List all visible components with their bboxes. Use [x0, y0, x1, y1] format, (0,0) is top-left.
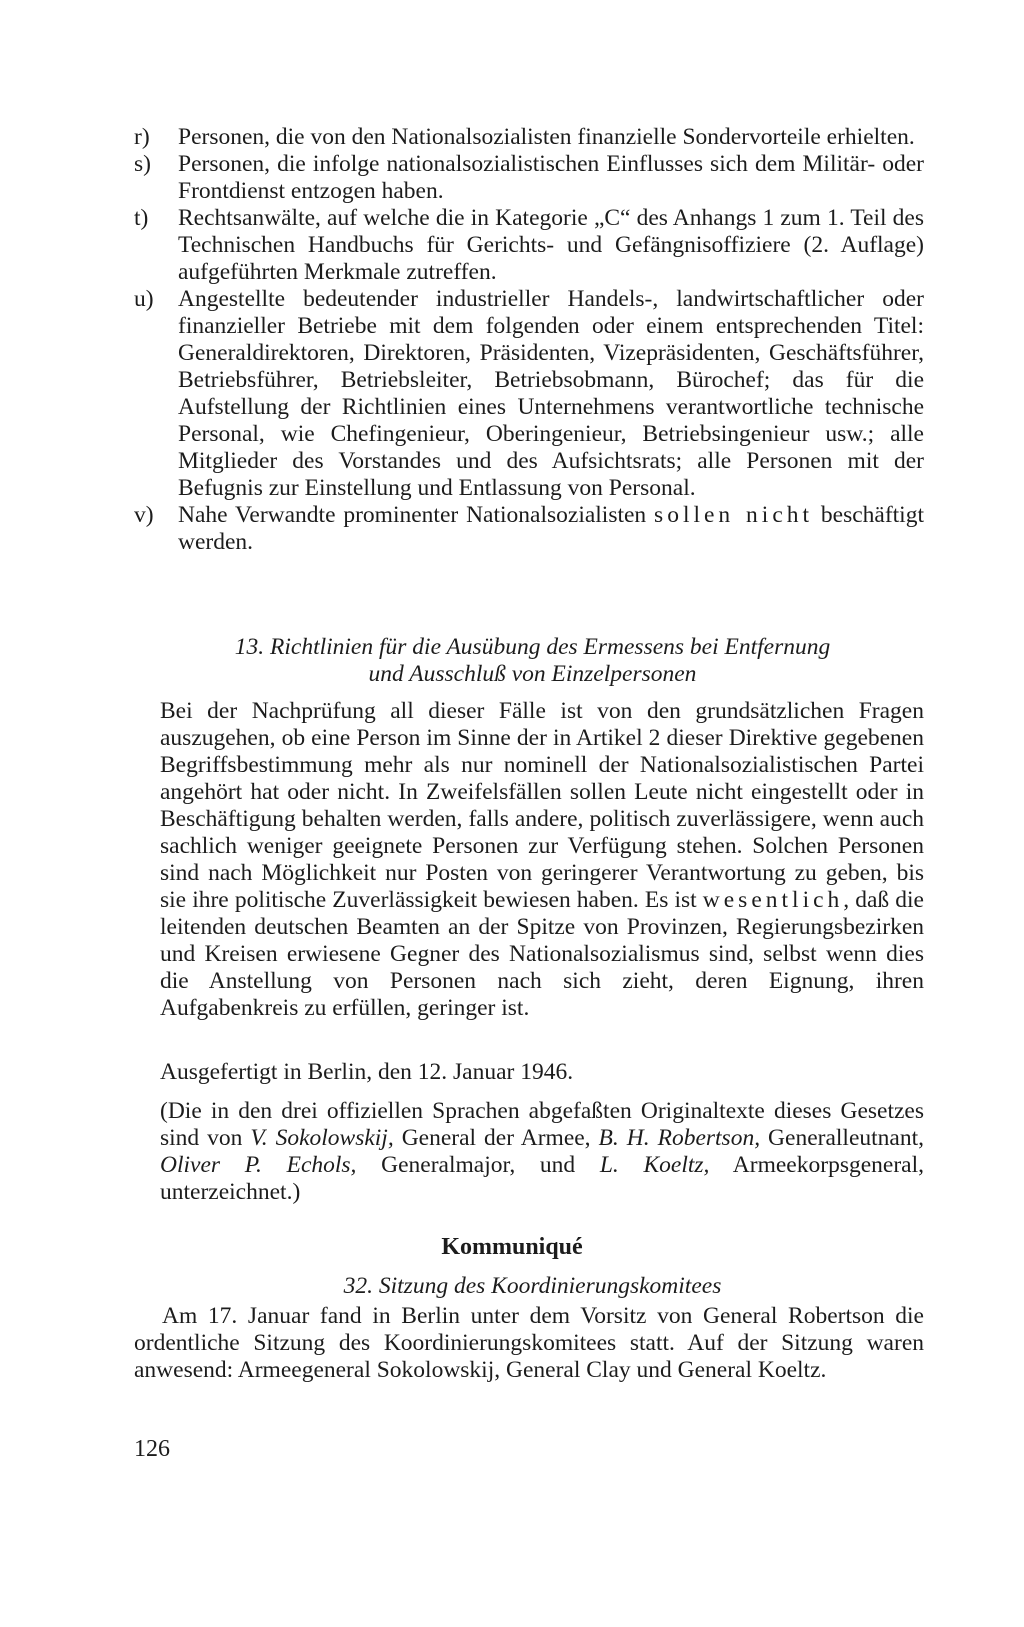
list-marker: u): [134, 286, 154, 312]
signatories-text: Generalleutnant,: [760, 1125, 924, 1151]
signatories-text: General der Armee,: [393, 1125, 599, 1151]
list-item-emphasis: sollen nicht: [654, 502, 814, 528]
list-marker: s): [134, 151, 151, 177]
section-13-title: [160, 634, 905, 688]
signatories-text: Armeekorpsgeneral, unterzeichnet.): [160, 1152, 924, 1205]
signatories-text: Generalmajor, und: [356, 1152, 600, 1178]
list-item-text: Angestellte bedeutender industrieller Handels-, landwirtschaftlicher oder finanzieller Betriebe mit dem folgenden oder einem entsprechenden Titel: Generaldirektoren, Direktoren, Präsidenten, Vizepräsidenten, Geschäftsführer, Betriebsführer, Betriebsleiter, Betriebsobmann, Bürochef; das für die Aufstellung der Richtlinien eines Unternehmens verantwortliche technische Personal, wie Chefingenieur, Oberingenieur, Betriebsingenieur usw.; alle Mitglieder des Vorstandes und des Aufsichtsrats; alle Personen mit der Befugnis zur Einstellung und Entlassung von Personal.: [178, 286, 924, 501]
section-13-title-line1: 13. Richtlinien für die Ausübung des Ermessens bei Entfernung: [234, 634, 831, 660]
signatory-name: L. Koeltz,: [599, 1152, 710, 1178]
list-item: [134, 151, 924, 205]
list-item-text-after: beschäftigt werden.: [178, 502, 924, 555]
list-item-text-before: Nahe Verwandte prominenter Nationalsozialisten: [178, 502, 655, 528]
signatory-name: Oliver P. Echols,: [160, 1152, 357, 1178]
section-13-body-after: , daß die leitenden deutschen Beamten an der Spitze von Provinzen, Regierungsbezirken und Kreisen erwiesene Gegner des Nationalsozialismus sind, selbst wenn dies die Anstellung von Personen nach sich zieht, deren Eignung, ihren Aufgabenkreis zu erfüllen, geringer ist.: [160, 887, 924, 1021]
communique-body: Am 17. Januar fand in Berlin unter dem Vorsitz von General Robertson die ordentliche Sitzung des Koordinierungskomitees statt. Auf der Sitzung waren anwesend: Armeegeneral Sokolowskij, General Clay und General Koeltz.: [134, 1303, 924, 1383]
list-marker: v): [134, 502, 154, 528]
section-13-emphasis: wesentlich: [702, 887, 844, 913]
list-item-text: Personen, die von den Nationalsozialisten finanzielle Sondervorteile erhielten.: [178, 124, 915, 150]
communique-heading: Kommuniqué: [441, 1234, 583, 1260]
criteria-list: [134, 124, 924, 556]
list-item: [134, 502, 924, 556]
section-13-body: [160, 698, 924, 1022]
section-13-title-line2: und Ausschluß von Einzelpersonen: [368, 661, 697, 687]
page-number: 126: [134, 1436, 170, 1462]
list-item-text: Rechtsanwälte, auf welche die in Kategorie „C“ des Anhangs 1 zum 1. Teil des Technischen Handbuchs für Gerichts- und Gefängnisoffiziere (2. Auflage) aufgeführten Merkmale zutreffen.: [178, 205, 924, 285]
signatory-name: V. Sokolowskij,: [250, 1125, 394, 1151]
list-marker: t): [134, 205, 149, 231]
signing-line: Ausgefertigt in Berlin, den 12. Januar 1946.: [160, 1059, 574, 1085]
list-marker: r): [134, 124, 150, 150]
signatories-text: (Die in den drei offiziellen Sprachen abgefaßten Originaltexte dieses Gesetzes sind von: [160, 1098, 924, 1151]
list-item: [134, 286, 924, 502]
communique-subheading: 32. Sitzung des Koordinierungskomitees: [343, 1273, 722, 1299]
signatories-paragraph: [160, 1098, 924, 1206]
signatory-name: B. H. Robertson,: [598, 1125, 761, 1151]
list-item: [134, 205, 924, 286]
list-item-text: Personen, die infolge nationalsozialistischen Einflusses sich dem Militär- oder Frontdienst entzogen haben.: [178, 151, 924, 204]
section-13-body-before: Bei der Nachprüfung all dieser Fälle ist von den grundsätzlichen Fragen auszugehen, ob eine Person im Sinne der in Artikel 2 dieser Direktive gegebenen Begriffsbestimmung mehr als nur nominell der Nationalsozialistischen Partei angehört hat oder nicht. In Zweifelsfällen sollen Leute nicht eingestellt oder in Beschäftigung behalten werden, falls andere, politisch zuverlässigere, wenn auch sachlich weniger geeignete Personen zur Verfügung stehen. Solchen Personen sind nach Möglichkeit nur Posten von geringerer Verantwortung zu geben, bis sie ihre politische Zuverlässigkeit bewiesen haben. Es ist: [160, 698, 924, 913]
list-item: [134, 124, 924, 151]
